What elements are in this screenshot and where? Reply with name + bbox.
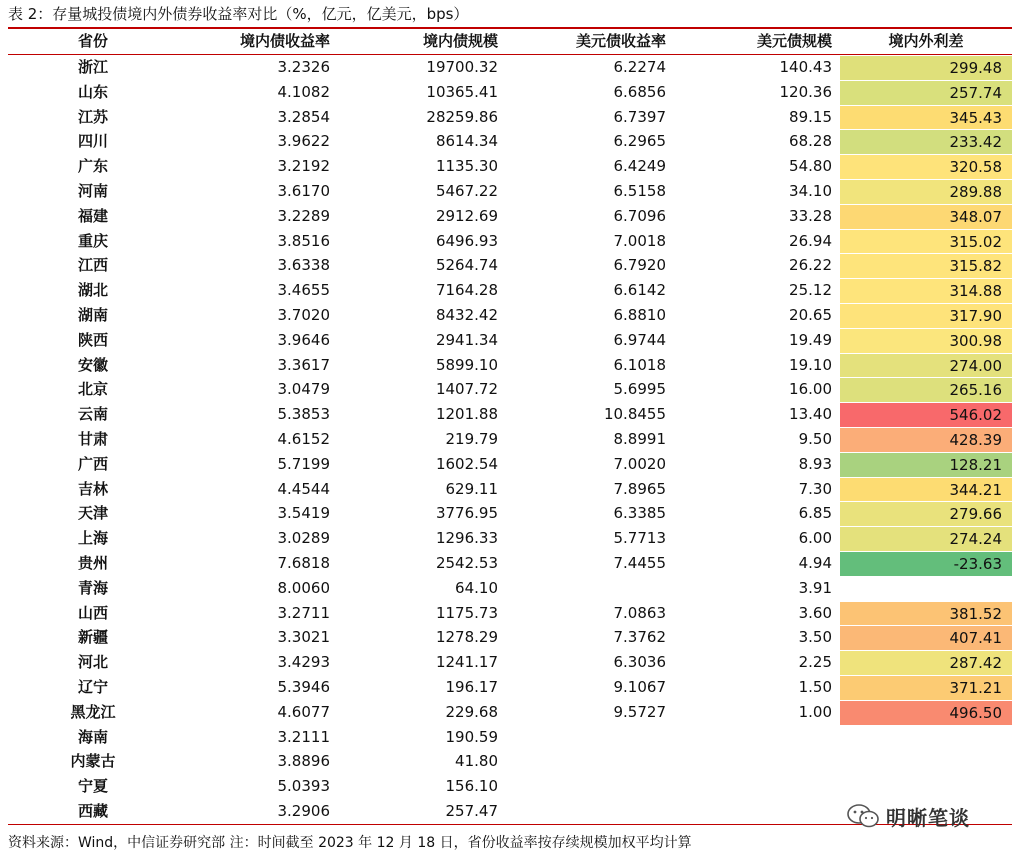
- table-row: [8, 328, 1012, 353]
- table-row: [8, 650, 1012, 675]
- cell-usd-size: 33.28: [789, 206, 832, 225]
- cell-domestic-size: 156.10: [445, 777, 498, 796]
- cell-domestic-yield: 3.2906: [277, 801, 330, 820]
- cell-usd-yield: [506, 725, 674, 750]
- cell-domestic-size: 257.47: [445, 801, 498, 820]
- cell-usd-size: [674, 749, 840, 774]
- cell-province: 山西: [77, 603, 108, 622]
- cell-usd-yield: 10.8455: [603, 405, 666, 424]
- cell-usd-yield: 5.7713: [613, 529, 666, 548]
- cell-usd-size: 34.10: [789, 181, 832, 200]
- cell-usd-size: 7.30: [798, 479, 832, 498]
- cell-province: 陕西: [77, 330, 108, 349]
- cell-usd-size: 20.65: [789, 305, 832, 324]
- table-row: [8, 377, 1012, 402]
- table-row: [8, 55, 1012, 80]
- header-domestic-yield: 境内债收益率: [239, 32, 330, 50]
- cell-domestic-size: 2912.69: [435, 206, 498, 225]
- cell-usd-yield: 6.9744: [613, 330, 666, 349]
- header-domestic-size: 境内债规模: [422, 32, 498, 50]
- cell-domestic-yield: 5.3946: [277, 677, 330, 696]
- cell-spread: [840, 774, 1012, 799]
- cell-domestic-size: 41.80: [455, 752, 498, 771]
- cell-usd-size: 19.49: [789, 330, 832, 349]
- cell-usd-size: 16.00: [789, 380, 832, 399]
- cell-province: 山东: [77, 82, 108, 101]
- cell-usd-yield: 6.8810: [613, 305, 666, 324]
- table-row: [8, 625, 1012, 650]
- cell-province: 天津: [77, 504, 108, 523]
- table-row: [8, 253, 1012, 278]
- cell-spread: 546.02: [840, 402, 1012, 427]
- cell-usd-yield: 6.7096: [613, 206, 666, 225]
- cell-spread: 345.43: [840, 105, 1012, 130]
- cell-domestic-yield: 3.9646: [277, 330, 330, 349]
- cell-usd-yield: 6.6856: [613, 82, 666, 101]
- cell-usd-size: 6.00: [798, 529, 832, 548]
- cell-domestic-yield: 3.5419: [277, 504, 330, 523]
- header-usd-size: 美元债规模: [756, 32, 832, 50]
- cell-usd-size: 2.25: [798, 653, 832, 672]
- cell-domestic-size: 10365.41: [426, 82, 498, 101]
- cell-usd-size: 19.10: [789, 355, 832, 374]
- cell-domestic-yield: 3.6338: [277, 256, 330, 275]
- table-row: [8, 303, 1012, 328]
- cell-usd-yield: 6.7920: [613, 256, 666, 275]
- cell-usd-size: 140.43: [779, 58, 832, 76]
- cell-domestic-size: 1241.17: [435, 653, 498, 672]
- cell-domestic-size: 28259.86: [426, 107, 498, 126]
- cell-domestic-size: 6496.93: [435, 231, 498, 250]
- table-row: [8, 601, 1012, 626]
- cell-spread: 233.42: [840, 129, 1012, 154]
- cell-province: 河北: [77, 653, 108, 672]
- cell-usd-size: 3.60: [798, 603, 832, 622]
- cell-domestic-size: 3776.95: [435, 504, 498, 523]
- header-usd-yield: 美元债收益率: [575, 32, 666, 50]
- cell-domestic-yield: 3.2192: [277, 157, 330, 176]
- cell-province: 西藏: [77, 801, 108, 820]
- header-province: 省份: [77, 32, 108, 50]
- cell-domestic-size: 219.79: [445, 429, 498, 448]
- cell-usd-yield: 7.0863: [613, 603, 666, 622]
- cell-domestic-yield: 4.1082: [277, 82, 330, 101]
- cell-domestic-yield: 3.0289: [277, 529, 330, 548]
- cell-domestic-size: 7164.28: [435, 281, 498, 300]
- cell-usd-yield: 6.3385: [613, 504, 666, 523]
- cell-domestic-yield: 3.3617: [277, 355, 330, 374]
- cell-province: 湖北: [77, 281, 108, 300]
- table-row: [8, 353, 1012, 378]
- cell-province: 江西: [77, 256, 108, 275]
- table-row: [8, 576, 1012, 601]
- cell-usd-size: 6.85: [798, 504, 832, 523]
- cell-usd-yield: 5.6995: [613, 380, 666, 399]
- cell-domestic-yield: 3.2111: [277, 727, 330, 746]
- cell-domestic-size: 196.17: [445, 677, 498, 696]
- cell-province: 甘肃: [77, 429, 108, 448]
- table-row: [8, 129, 1012, 154]
- cell-spread: 428.39: [840, 427, 1012, 452]
- cell-domestic-yield: 3.4655: [277, 281, 330, 300]
- cell-domestic-yield: 4.4544: [277, 479, 330, 498]
- cell-usd-size: [674, 725, 840, 750]
- cell-domestic-yield: 3.6170: [277, 181, 330, 200]
- table-row: [8, 501, 1012, 526]
- cell-spread: 287.42: [840, 650, 1012, 675]
- header-spread: 境内外利差: [888, 32, 964, 50]
- cell-spread: 274.24: [840, 526, 1012, 551]
- cell-spread: 348.07: [840, 204, 1012, 229]
- table-row: [8, 105, 1012, 130]
- cell-usd-yield: 6.6142: [613, 281, 666, 300]
- cell-province: 福建: [77, 206, 108, 225]
- cell-domestic-size: 1296.33: [435, 529, 498, 548]
- cell-province: 江苏: [77, 107, 108, 126]
- cell-usd-size: 8.93: [798, 454, 832, 473]
- cell-domestic-size: 629.11: [445, 479, 498, 498]
- cell-spread: 265.16: [840, 377, 1012, 402]
- cell-usd-yield: 7.8965: [613, 479, 666, 498]
- cell-domestic-yield: 3.7020: [277, 305, 330, 324]
- cell-usd-size: 1.50: [798, 677, 832, 696]
- cell-domestic-size: 1602.54: [435, 454, 498, 473]
- table-row: [8, 204, 1012, 229]
- cell-usd-yield: 9.1067: [613, 677, 666, 696]
- cell-province: 贵州: [77, 553, 108, 572]
- table-row: [8, 551, 1012, 576]
- cell-spread: 257.74: [840, 80, 1012, 105]
- table-row: [8, 80, 1012, 105]
- table-row: [8, 774, 1012, 799]
- cell-usd-yield: [506, 799, 674, 824]
- cell-usd-yield: 7.4455: [613, 553, 666, 572]
- cell-province: 云南: [77, 405, 108, 424]
- cell-usd-size: 1.00: [798, 702, 832, 721]
- cell-usd-yield: [506, 749, 674, 774]
- cell-usd-size: 3.91: [798, 578, 832, 597]
- cell-domestic-size: 1201.88: [435, 405, 498, 424]
- table-row: [8, 725, 1012, 750]
- cell-spread: 315.02: [840, 229, 1012, 254]
- wechat-icon: [846, 802, 880, 830]
- cell-province: 四川: [77, 132, 108, 151]
- cell-domestic-yield: 3.2326: [277, 58, 330, 76]
- cell-usd-size: 4.94: [798, 553, 832, 572]
- cell-usd-yield: [506, 576, 674, 601]
- cell-province: 广西: [77, 454, 108, 473]
- cell-usd-size: 25.12: [789, 281, 832, 300]
- table-row: [8, 229, 1012, 254]
- cell-domestic-yield: 7.6818: [277, 553, 330, 572]
- cell-usd-yield: [506, 774, 674, 799]
- cell-usd-size: 13.40: [789, 405, 832, 424]
- table-row: [8, 700, 1012, 725]
- cell-domestic-yield: 5.0393: [277, 777, 330, 796]
- cell-province: 宁夏: [77, 777, 108, 796]
- cell-domestic-size: 2941.34: [435, 330, 498, 349]
- cell-usd-size: [674, 774, 840, 799]
- cell-domestic-yield: 3.8896: [277, 752, 330, 771]
- table-row: [8, 427, 1012, 452]
- table-body: [8, 55, 1012, 825]
- cell-domestic-yield: 3.9622: [277, 132, 330, 151]
- cell-spread: [840, 749, 1012, 774]
- cell-spread: 317.90: [840, 303, 1012, 328]
- cell-spread: 371.21: [840, 675, 1012, 700]
- cell-domestic-size: 2542.53: [435, 553, 498, 572]
- table-row: [8, 749, 1012, 774]
- cell-spread: 274.00: [840, 353, 1012, 378]
- table-row: [8, 278, 1012, 303]
- cell-domestic-yield: 5.3853: [277, 405, 330, 424]
- cell-usd-yield: 7.0018: [613, 231, 666, 250]
- cell-usd-size: 120.36: [779, 82, 832, 101]
- cell-domestic-yield: 3.3021: [277, 628, 330, 647]
- cell-usd-yield: 6.2965: [613, 132, 666, 151]
- cell-usd-size: 9.50: [798, 429, 832, 448]
- cell-province: 新疆: [77, 628, 108, 647]
- cell-province: 黑龙江: [70, 702, 116, 721]
- cell-province: 上海: [77, 529, 108, 548]
- cell-spread: [840, 725, 1012, 750]
- cell-domestic-size: 64.10: [455, 578, 498, 597]
- cell-domestic-yield: 8.0060: [277, 578, 330, 597]
- cell-domestic-size: 8614.34: [435, 132, 498, 151]
- cell-province: 浙江: [77, 58, 108, 76]
- cell-usd-yield: 6.3036: [613, 653, 666, 672]
- cell-domestic-size: 1407.72: [435, 380, 498, 399]
- cell-spread: 314.88: [840, 278, 1012, 303]
- table-title: 表 2：存量城投债境内外债券收益率对比（%，亿元，亿美元，bps）: [8, 5, 469, 23]
- cell-domestic-size: 1135.30: [435, 157, 498, 176]
- cell-spread: 407.41: [840, 625, 1012, 650]
- table-header: [8, 29, 1012, 55]
- cell-domestic-yield: 3.2289: [277, 206, 330, 225]
- cell-spread: 344.21: [840, 477, 1012, 502]
- cell-domestic-yield: 3.4293: [277, 653, 330, 672]
- table-row: [8, 526, 1012, 551]
- cell-domestic-size: 5899.10: [435, 355, 498, 374]
- cell-spread: 320.58: [840, 154, 1012, 179]
- cell-province: 内蒙古: [70, 752, 116, 771]
- cell-usd-size: 54.80: [789, 157, 832, 176]
- cell-domestic-yield: 3.8516: [277, 231, 330, 250]
- table-row: [8, 452, 1012, 477]
- cell-spread: 381.52: [840, 601, 1012, 626]
- table-row: [8, 477, 1012, 502]
- cell-domestic-size: 190.59: [445, 727, 498, 746]
- cell-domestic-size: 19700.32: [426, 58, 498, 76]
- cell-spread: 300.98: [840, 328, 1012, 353]
- cell-domestic-yield: 3.2854: [277, 107, 330, 126]
- cell-domestic-size: 1175.73: [435, 603, 498, 622]
- cell-province: 河南: [77, 181, 108, 200]
- cell-usd-size: 3.50: [798, 628, 832, 647]
- cell-usd-yield: 6.7397: [613, 107, 666, 126]
- cell-province: 吉林: [77, 479, 108, 498]
- cell-province: 湖南: [77, 305, 108, 324]
- cell-domestic-size: 5467.22: [435, 181, 498, 200]
- cell-province: 辽宁: [77, 677, 108, 696]
- cell-usd-yield: 9.5727: [613, 702, 666, 721]
- table-row: [8, 402, 1012, 427]
- cell-domestic-yield: 4.6077: [277, 702, 330, 721]
- table-row: [8, 179, 1012, 204]
- cell-spread: 128.21: [840, 452, 1012, 477]
- cell-usd-size: 68.28: [789, 132, 832, 151]
- cell-usd-yield: 7.3762: [613, 628, 666, 647]
- cell-usd-size: 26.94: [789, 231, 832, 250]
- cell-province: 重庆: [77, 231, 108, 250]
- yield-table: [8, 27, 1012, 825]
- cell-usd-yield: 8.8991: [613, 429, 666, 448]
- cell-province: 北京: [77, 380, 108, 399]
- cell-usd-yield: 7.0020: [613, 454, 666, 473]
- cell-province: 广东: [77, 157, 108, 176]
- table-row: [8, 154, 1012, 179]
- cell-usd-yield: 6.4249: [613, 157, 666, 176]
- cell-spread: 315.82: [840, 253, 1012, 278]
- cell-province: 安徽: [77, 355, 108, 374]
- cell-usd-yield: 6.5158: [613, 181, 666, 200]
- cell-usd-yield: 6.1018: [613, 355, 666, 374]
- cell-domestic-yield: 3.0479: [277, 380, 330, 399]
- cell-domestic-yield: 4.6152: [277, 429, 330, 448]
- cell-domestic-yield: 5.7199: [277, 454, 330, 473]
- cell-usd-size: 89.15: [789, 107, 832, 126]
- cell-domestic-size: 8432.42: [435, 305, 498, 324]
- table-row: [8, 675, 1012, 700]
- cell-domestic-size: 229.68: [445, 702, 498, 721]
- cell-spread: 279.66: [840, 501, 1012, 526]
- cell-spread: [840, 576, 1012, 601]
- cell-province: 青海: [77, 578, 108, 597]
- cell-usd-size: [674, 799, 840, 824]
- cell-domestic-size: 1278.29: [435, 628, 498, 647]
- cell-domestic-yield: 3.2711: [277, 603, 330, 622]
- cell-spread: 496.50: [840, 700, 1012, 725]
- cell-spread: 289.88: [840, 179, 1012, 204]
- cell-usd-size: 26.22: [789, 256, 832, 275]
- watermark: [846, 798, 970, 834]
- cell-spread: -23.63: [840, 551, 1012, 576]
- cell-usd-yield: 6.2274: [613, 58, 666, 76]
- cell-province: 海南: [77, 727, 108, 746]
- watermark-text: 明晰笔谈: [886, 805, 970, 830]
- source-note: 资料来源：Wind，中信证券研究部 注：时间截至 2023 年 12 月 18 日，省份收益率按存续规模加权平均计算: [8, 835, 692, 851]
- cell-domestic-size: 5264.74: [435, 256, 498, 275]
- cell-spread: 299.48: [840, 55, 1012, 80]
